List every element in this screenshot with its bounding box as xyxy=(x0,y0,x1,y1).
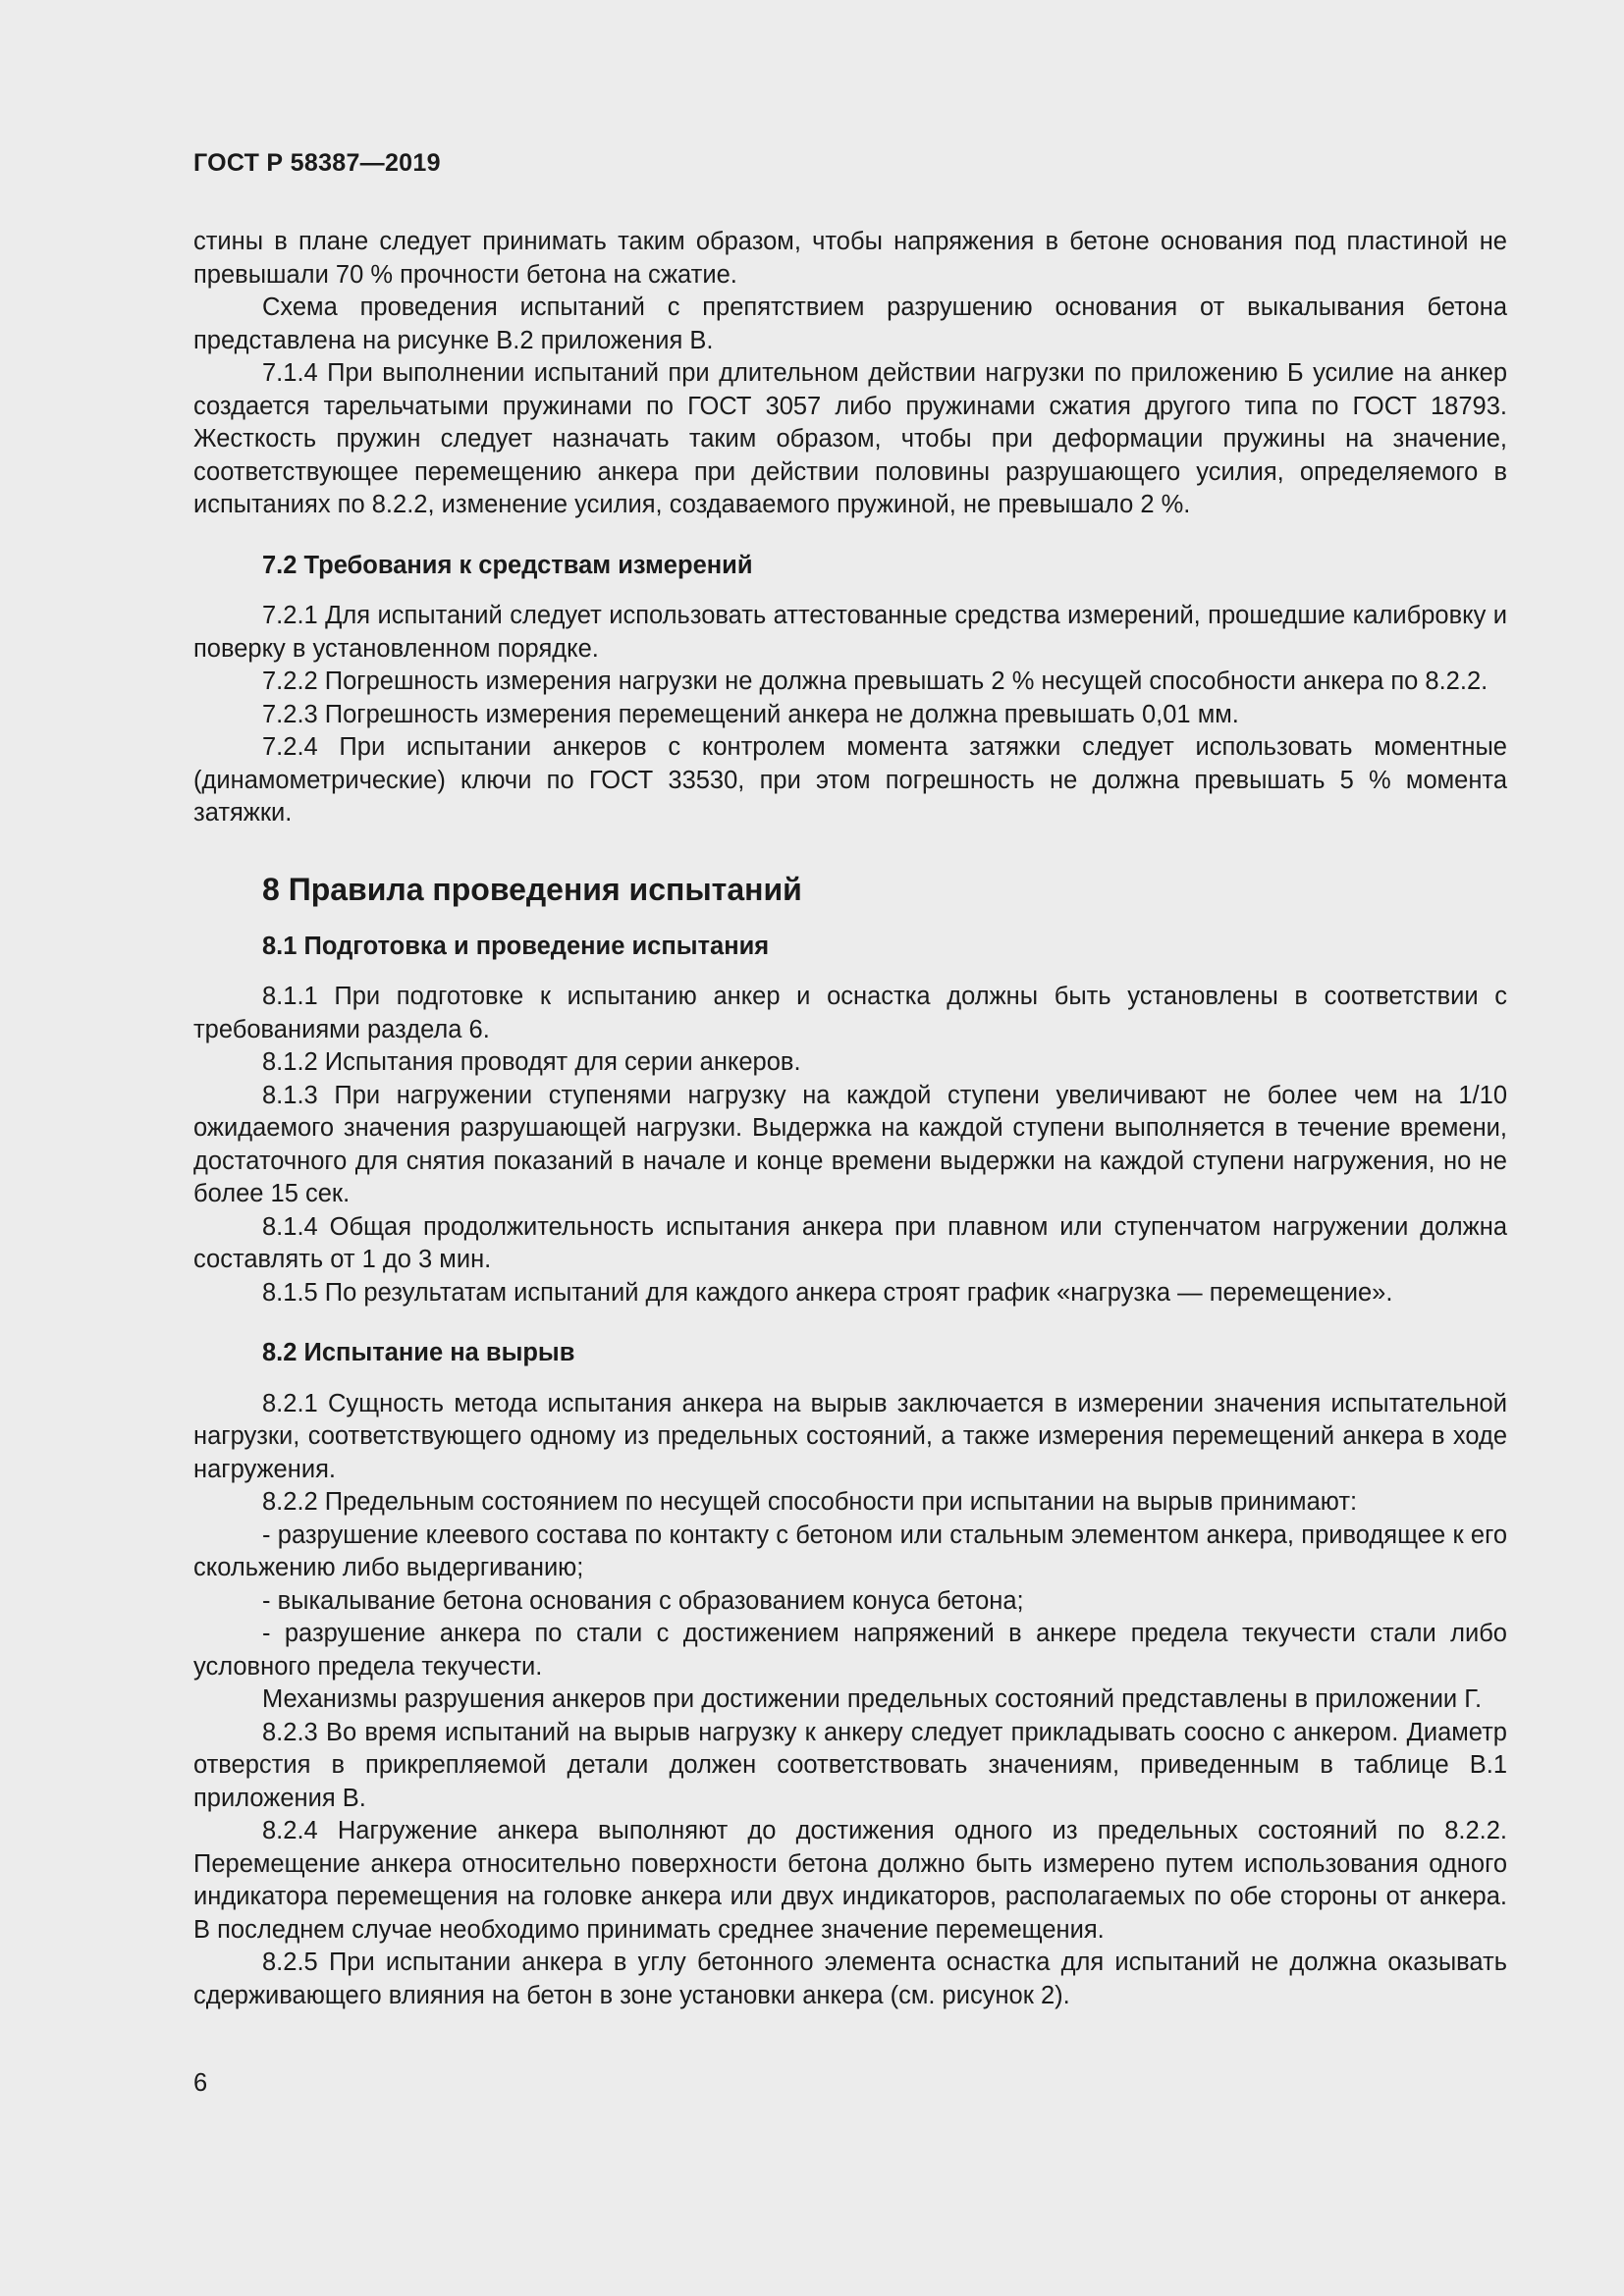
paragraph-8-2-4: 8.2.4 Нагружение анкера выполняют до достижения одного из предельных состояний по 8.2.2. Перемещение анкера относительно поверхности бетона должно быть измерено путем использования одного индикатора перемещения на головке анкера или двух индикаторов, располагаемых по обе стороны от анкера. В последнем случае необходимо принимать среднее значение перемещения. xyxy=(193,1817,1507,1944)
heading-7-2: 7.2 Требования к средствам измерений xyxy=(262,551,753,579)
list-item-steel-failure: - разрушение анкера по стали с достижением напряжений в анкере предела текучести стали либо условного предела текучести. xyxy=(193,1620,1507,1681)
paragraph-8-1-4: 8.1.4 Общая продолжительность испытания анкера при плавном или ступенчатом нагружении должна составлять от 1 до 3 мин. xyxy=(193,1212,1507,1273)
document-body xyxy=(193,226,1507,2012)
paragraph-7-1-4: 7.1.4 При выполнении испытаний при длительном действии нагрузки по приложению Б усилие на анкер создается тарельчатыми пружинами по ГОСТ 3057 либо пружинами сжатия другого типа по ГОСТ 18793. Жесткость пружин следует назначать таким образом, чтобы при деформации пружины на значение, соответствующее перемещению анкера при действии половины разрушающего усилия, определяемого в испытаниях по 8.2.2, изменение усилия, создаваемого пружиной, не превышало 2 %. xyxy=(193,359,1507,518)
list-item-concrete-cone: - выкалывание бетона основания с образованием конуса бетона; xyxy=(262,1586,1024,1615)
paragraph-7-2-4: 7.2.4 При испытании анкеров с контролем момента затяжки следует использовать моментные (динамометрические) ключи по ГОСТ 33530, при этом погрешность не должна превышать 5 % момента затяжки. xyxy=(193,733,1507,827)
paragraph-8-1-5: 8.1.5 По результатам испытаний для каждого анкера строят график «нагрузка — перемещение». xyxy=(262,1278,1393,1307)
paragraph-7-1-3-continuation: стины в плане следует принимать таким образом, чтобы напряжения в бетоне основания под пластиной не превышали 70 % прочности бетона на сжатие. xyxy=(193,228,1507,289)
page-number: 6 xyxy=(193,2069,208,2097)
paragraph-8-1-1: 8.1.1 При подготовке к испытанию анкер и оснастка должны быть установлены в соответствии с требованиями раздела 6. xyxy=(193,983,1507,1043)
paragraph-failure-mechanisms: Механизмы разрушения анкеров при достижении предельных состояний представлены в приложении Г. xyxy=(262,1685,1483,1713)
list-item-adhesive-failure: - разрушение клеевого состава по контакту с бетоном или стальным элементом анкера, приводящее к его скольжению либо выдергиванию; xyxy=(193,1521,1507,1581)
heading-8-2: 8.2 Испытание на вырыв xyxy=(262,1339,575,1366)
paragraph-8-2-1: 8.2.1 Сущность метода испытания анкера на вырыв заключается в измерении значения испытательной нагрузки, соответствующего одному из предельных состояний, а также измерения перемещений анкера в ходе нагружения. xyxy=(193,1389,1507,1483)
heading-8-1: 8.1 Подготовка и проведение испытания xyxy=(262,932,770,960)
paragraph-7-2-2: 7.2.2 Погрешность измерения нагрузки не должна превышать 2 % несущей способности анкера по 8.2.2. xyxy=(262,667,1489,695)
paragraph-8-2-3: 8.2.3 Во время испытаний на вырыв нагрузку к анкеру следует прикладывать соосно с анкером. Диаметр отверстия в прикрепляемой детали должен соответствовать значениям, приведенным в таблице В.1 приложения В. xyxy=(193,1718,1507,1812)
paragraph-test-scheme: Схема проведения испытаний с препятствием разрушению основания от выкалывания бетона представлена на рисунке В.2 приложения В. xyxy=(193,294,1507,354)
paragraph-7-2-1: 7.2.1 Для испытаний следует использовать аттестованные средства измерений, прошедшие калибровку и поверку в установленном порядке. xyxy=(193,602,1507,663)
paragraph-8-1-3: 8.1.3 При нагружении ступенями нагрузку на каждой ступени увеличивают не более чем на 1/10 ожидаемого значения разрушающей нагрузки. Выдержка на каждой ступени выполняется в течение времени, достаточного для снятия показаний в начале и конце времени выдержки на каждой ступени нагружения, но не более 15 сек. xyxy=(193,1081,1507,1207)
paragraph-8-2-5: 8.2.5 При испытании анкера в углу бетонного элемента оснастка для испытаний не должна оказывать сдерживающего влияния на бетон в зоне установки анкера (см. рисунок 2). xyxy=(193,1949,1507,2009)
heading-section-8: 8 Правила проведения испытаний xyxy=(262,871,802,907)
document-header: ГОСТ Р 58387—2019 xyxy=(193,149,441,177)
paragraph-8-1-2: 8.1.2 Испытания проводят для серии анкеров. xyxy=(262,1048,801,1076)
paragraph-7-2-3: 7.2.3 Погрешность измерения перемещений анкера не должна превышать 0,01 мм. xyxy=(262,700,1239,728)
paragraph-8-2-2: 8.2.2 Предельным состоянием по несущей способности при испытании на вырыв принимают: xyxy=(262,1488,1358,1516)
